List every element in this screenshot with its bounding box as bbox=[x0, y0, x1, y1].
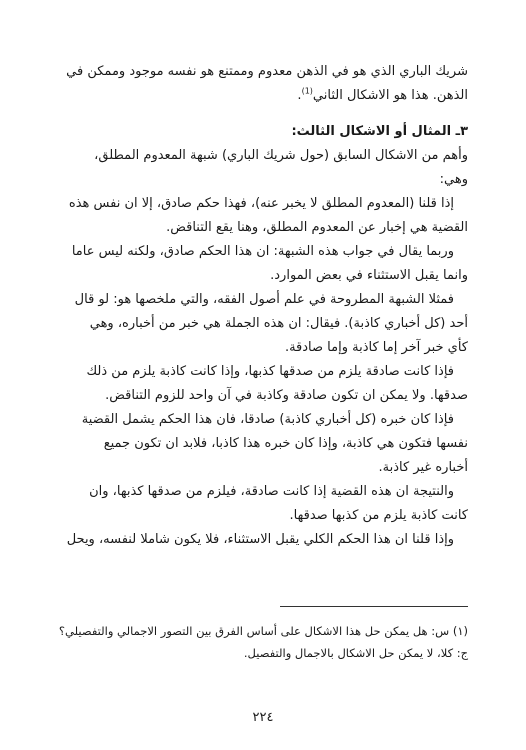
text-line: أخباره غير كاذبة. bbox=[378, 460, 468, 475]
footnotes bbox=[58, 620, 468, 664]
section-heading: ٣ـ المثال أو الاشكال الثالث: bbox=[291, 124, 468, 139]
text-line: فإذا كانت صادقة يلزم من صدقها كذبها، وإذا كانت كاذبة يلزم من ذلك bbox=[86, 364, 454, 379]
page-number: ٢٢٤ bbox=[252, 710, 274, 725]
text-line: والنتيجة ان هذه القضية إذا كانت صادقة، فيلزم من صدقها كذبها، وان bbox=[89, 484, 454, 499]
text-line: أحد (كل أخباري كاذبة). فيقال: ان هذه الجملة هي خبر من أخباره، وهي bbox=[89, 316, 468, 331]
text-line: وانما يقبل الاستثناء في بعض الموارد. bbox=[270, 268, 468, 283]
text-line: وهي: bbox=[439, 172, 468, 187]
text-line: وأهم من الاشكال السابق (حول شريك الباري) شبهة المعدوم المطلق، bbox=[94, 148, 468, 163]
text-line: شريك الباري الذي هو في الذهن معدوم وممتنع هو نفسه موجود وممكن في bbox=[66, 64, 468, 79]
text-line: وإذا قلنا ان هذا الحكم الكلي يقبل الاستثناء، فلا يكون شاملا لنفسه، ويحل bbox=[66, 532, 454, 547]
text-line: فإذا كان خبره (كل أخباري كاذبة) صادقا، فان هذا الحكم يشمل القضية bbox=[81, 412, 454, 427]
footnote-question: (١) س: هل يمكن حل هذا الاشكال على أساس الفرق بين التصور الاجمالي والتفصيلي؟ bbox=[58, 624, 468, 638]
text-line: إذا قلنا (المعدوم المطلق لا يخبر عنه)، فهذا حكم صادق، إلا ان نفس هذه bbox=[68, 196, 454, 211]
text-line: صدقها. ولا يمكن ان تكون صادقة وكاذبة في آن واحد للزوم التناقض. bbox=[105, 388, 468, 403]
text-line: كانت كاذبة يلزم من كذبها صدقها. bbox=[289, 508, 468, 523]
footnote-divider bbox=[280, 606, 468, 607]
text-line: وربما يقال في جواب هذه الشبهة: ان هذا الحكم صادق، ولكنه ليس عاما bbox=[71, 244, 454, 259]
text-line: كأي خبر آخر إما كاذبة وإما صادقة. bbox=[284, 340, 468, 355]
text-line: نفسها فتكون هي كاذبة، وإذا كان خبره هذا كاذبا، فلابد ان تكون جميع bbox=[103, 436, 468, 451]
text-line: فمثلا الشبهة المطروحة في علم أصول الفقه، والتي ملخصها هو: لو قال bbox=[74, 292, 454, 307]
body-text bbox=[58, 60, 468, 552]
text-line-content: الذهن. هذا هو الاشكال الثاني bbox=[312, 88, 468, 103]
text-line: الذهن. هذا هو الاشكال الثاني$^{(1)}$. bbox=[297, 86, 468, 103]
text-line: القضية هي إخبار عن المعدوم المطلق، وهنا يقع التناقض. bbox=[166, 220, 468, 235]
footnote-answer: ج: كلا، لا يمكن حل الاشكال بالاجمال والتفصيل. bbox=[243, 646, 468, 660]
footnote-reference: (1) bbox=[301, 86, 313, 96]
